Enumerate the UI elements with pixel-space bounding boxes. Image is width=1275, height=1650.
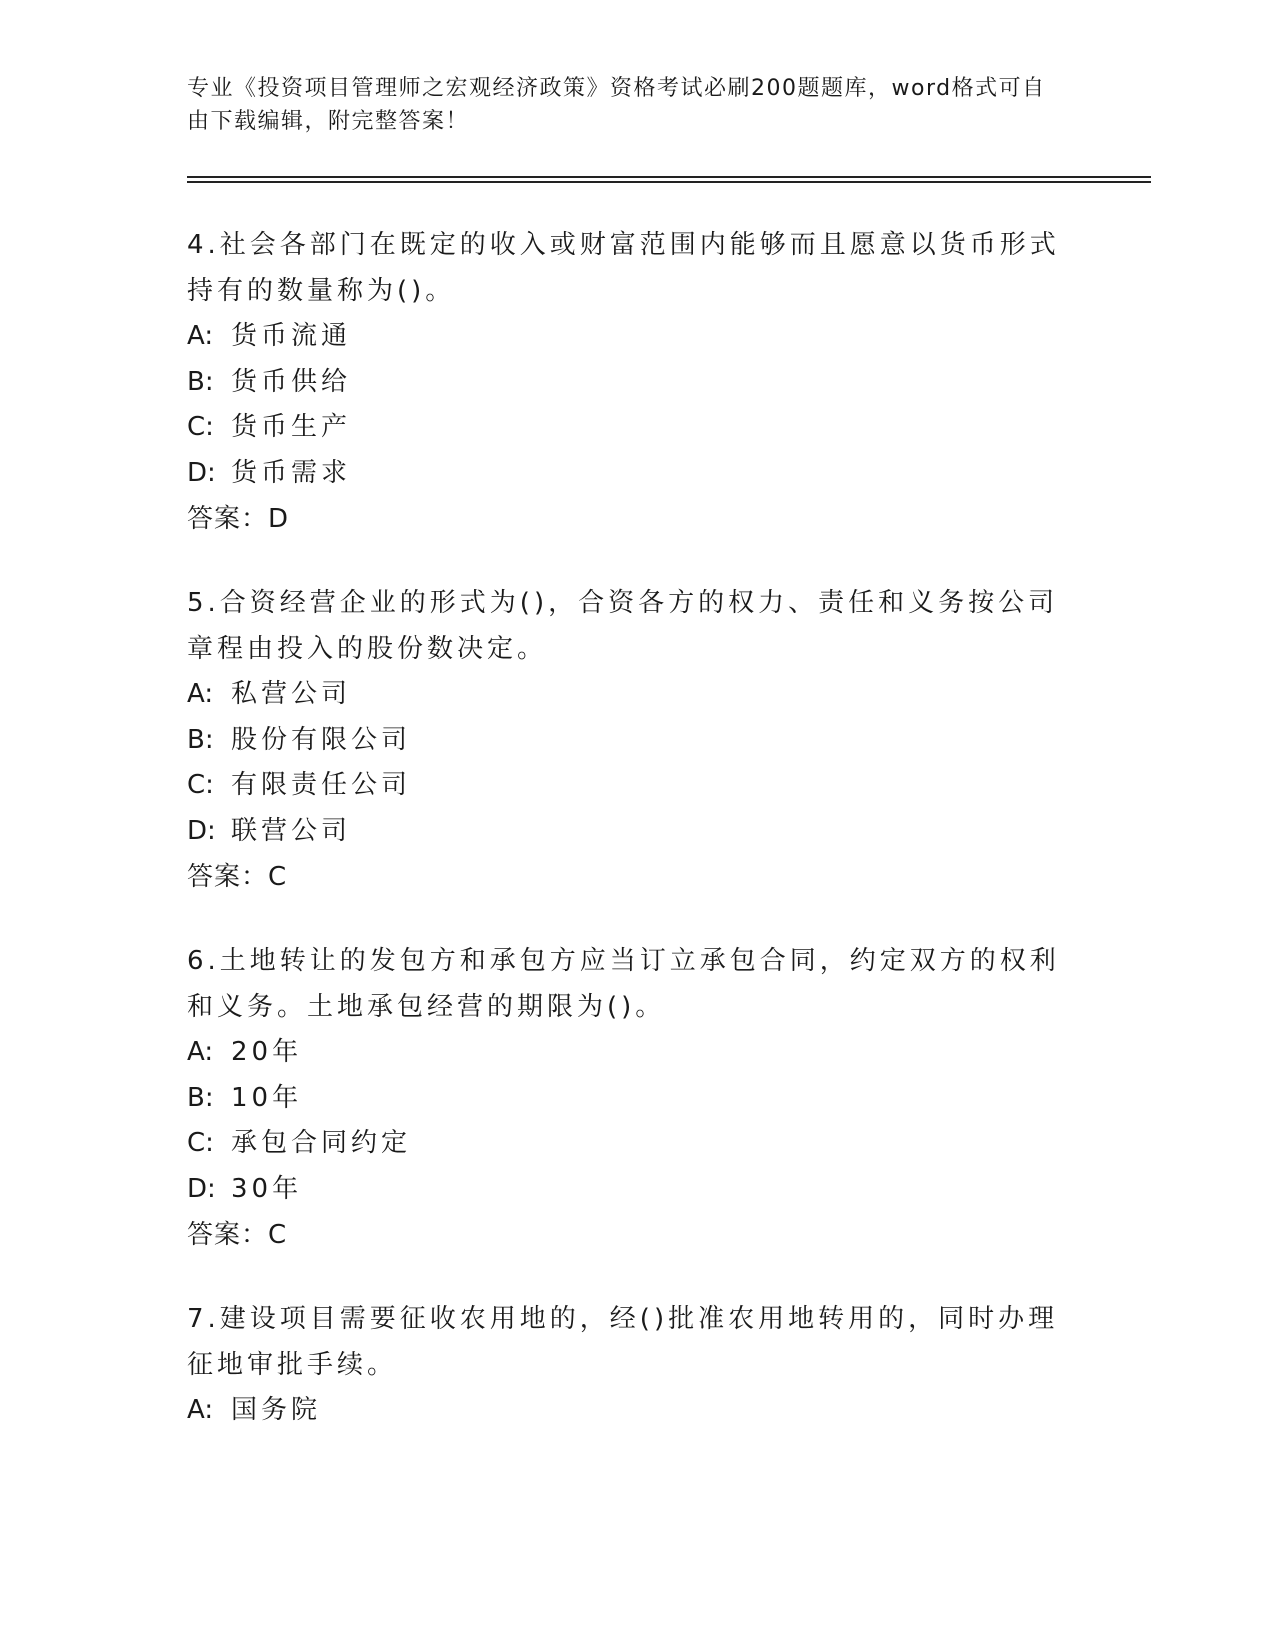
option-text: 私营公司 xyxy=(231,679,352,709)
option-letter: A: xyxy=(187,1395,214,1425)
question-stem: 4.社会各部门在既定的收入或财富范围内能够而且愿意以货币形式持有的数量称为()。 xyxy=(187,230,1060,306)
option-letter: A: xyxy=(187,321,214,351)
question-stem: 5.合资经营企业的形式为()，合资各方的权力、责任和义务按公司章程由投入的股份数决定。 xyxy=(187,588,1059,664)
answer-line: 答案：D xyxy=(187,504,290,534)
question-4 xyxy=(187,222,1067,542)
option-letter: D: xyxy=(187,815,216,846)
answer-line: 答案：C xyxy=(187,1220,288,1250)
option-text: 20年 xyxy=(231,1037,303,1067)
option-a xyxy=(187,1388,1067,1434)
question-6 xyxy=(187,938,1067,1258)
option-text: 国务院 xyxy=(231,1395,322,1425)
option-text: 货币需求 xyxy=(231,457,352,488)
header-divider-top xyxy=(187,176,1151,178)
option-letter: D: xyxy=(187,457,216,488)
option-b xyxy=(187,718,1067,764)
option-text: 30年 xyxy=(231,1173,303,1204)
option-text: 货币生产 xyxy=(231,412,352,442)
option-a xyxy=(187,1030,1067,1076)
question-stem: 7.建设项目需要征收农用地的，经()批准农用地转用的，同时办理征地审批手续。 xyxy=(187,1304,1059,1380)
option-text: 承包合同约定 xyxy=(231,1128,412,1158)
option-letter: B: xyxy=(187,1082,214,1113)
option-letter: C: xyxy=(187,1128,214,1158)
option-letter: B: xyxy=(187,366,214,397)
option-d xyxy=(187,809,1067,855)
option-c xyxy=(187,405,1067,451)
document-header xyxy=(187,72,1067,138)
option-a xyxy=(187,672,1067,718)
option-text: 联营公司 xyxy=(231,815,352,846)
option-text: 有限责任公司 xyxy=(231,770,412,800)
question-5 xyxy=(187,580,1067,900)
question-stem: 6.土地转让的发包方和承包方应当订立承包合同，约定双方的权利和义务。土地承包经营的期限为()。 xyxy=(187,946,1060,1022)
option-letter: C: xyxy=(187,412,214,442)
option-b xyxy=(187,1076,1067,1122)
option-text: 货币供给 xyxy=(231,366,352,397)
header-text: 专业《投资项目管理师之宏观经济政策》资格考试必刷200题题库，word格式可自由下载编辑，附完整答案！ xyxy=(187,76,1046,134)
option-letter: B: xyxy=(187,724,214,755)
option-text: 股份有限公司 xyxy=(231,724,412,755)
answer-line: 答案：C xyxy=(187,862,288,892)
option-b xyxy=(187,360,1067,406)
option-d xyxy=(187,451,1067,497)
option-letter: A: xyxy=(187,1037,214,1067)
option-text: 货币流通 xyxy=(231,321,352,351)
option-c xyxy=(187,763,1067,809)
option-c xyxy=(187,1121,1067,1167)
option-text: 10年 xyxy=(231,1082,303,1113)
option-d xyxy=(187,1167,1067,1213)
question-7 xyxy=(187,1296,1067,1434)
option-a xyxy=(187,314,1067,360)
option-letter: C: xyxy=(187,770,214,800)
option-letter: D: xyxy=(187,1173,216,1204)
option-letter: A: xyxy=(187,679,214,709)
header-divider-bottom xyxy=(187,181,1151,183)
